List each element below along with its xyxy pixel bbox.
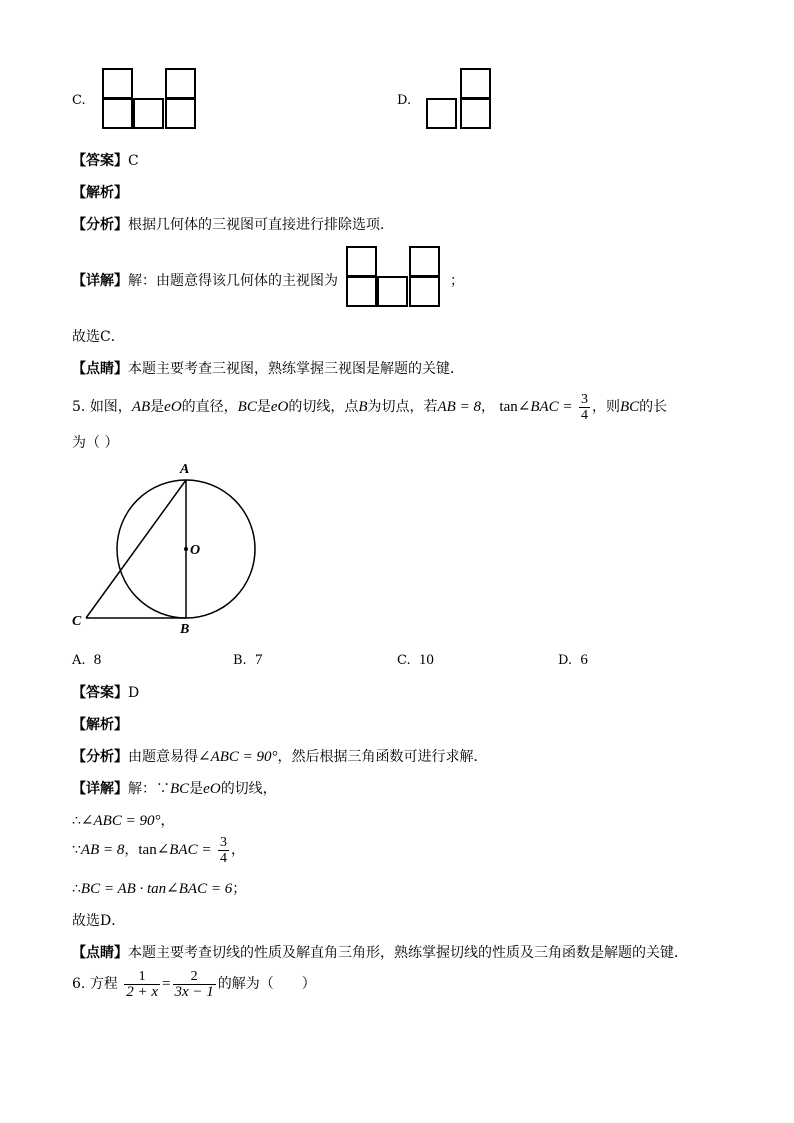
q5-xiangjie: 【详解】解：∵BC是eO的切线， — [72, 781, 277, 797]
label-o: O — [190, 543, 201, 558]
q4-analysis-tag: 【解析】 — [72, 185, 128, 201]
q5-option-a: A. 8 — [72, 652, 102, 668]
label-a: A — [180, 462, 190, 477]
q4-fenxi: 【分析】根据几何体的三视图可直接进行排除选项． — [72, 217, 394, 233]
q5-fenxi: 【分析】由题意易得∠ABC = 90°，然后根据三角函数可进行求解． — [72, 749, 488, 765]
q5-option-c: C. 10 — [397, 652, 434, 668]
q5-dianjing: 【点睛】本题主要考查切线的性质及解直角三角形，熟练掌握切线的性质及三角函数是解题的关键． — [72, 945, 688, 961]
q4-dianjing: 【点睛】本题主要考查三视图，熟练掌握三视图是解题的关键． — [72, 361, 464, 377]
q5-option-d: D. 6 — [558, 652, 588, 668]
label-c: C — [72, 614, 82, 629]
option-c-label: C. — [72, 93, 86, 108]
q5-choose: 故选D． — [72, 913, 126, 929]
q5-analysis-tag: 【解析】 — [72, 717, 128, 733]
q5-circle-figure — [66, 458, 266, 638]
q4-answer: 【答案】C — [72, 153, 139, 169]
center-point — [184, 547, 188, 551]
q5-option-b: B. 7 — [233, 652, 263, 668]
q4-xiangjie-end: ； — [450, 273, 464, 289]
option-c-figure — [102, 68, 198, 132]
q5-stem-line2: 为（ ） — [72, 435, 119, 451]
q5-step3: ∴BC = AB · tan∠BAC = 6； — [72, 881, 247, 897]
q4-xiangjie: 【详解】解：由题意得该几何体的主视图为 — [72, 273, 338, 289]
q4-front-view-figure — [346, 246, 442, 310]
q5-answer: 【答案】D — [72, 685, 140, 701]
label-b: B — [180, 622, 190, 637]
option-d-label: D. — [397, 93, 412, 108]
q5-step2: ∵AB = 8，tan∠BAC = $\frac{3}{4}$ ， — [72, 834, 245, 866]
option-d-figure — [426, 68, 494, 132]
q6-stem: 6. 方程 $\frac{1}{2 + x}$ = $\frac{2}{3x - 1}$ 的解为（ ） — [72, 968, 316, 1000]
q4-choose: 故选C． — [72, 329, 125, 345]
q5-step1: ∴∠ABC = 90°， — [72, 813, 175, 829]
q5-stem-line1: 5. 如图，AB是eO的直径，BC是eO的切线，点B为切点，若AB = 8， tan∠BAC = $\frac{3}{4}$ ，则BC的长 — [72, 391, 668, 423]
